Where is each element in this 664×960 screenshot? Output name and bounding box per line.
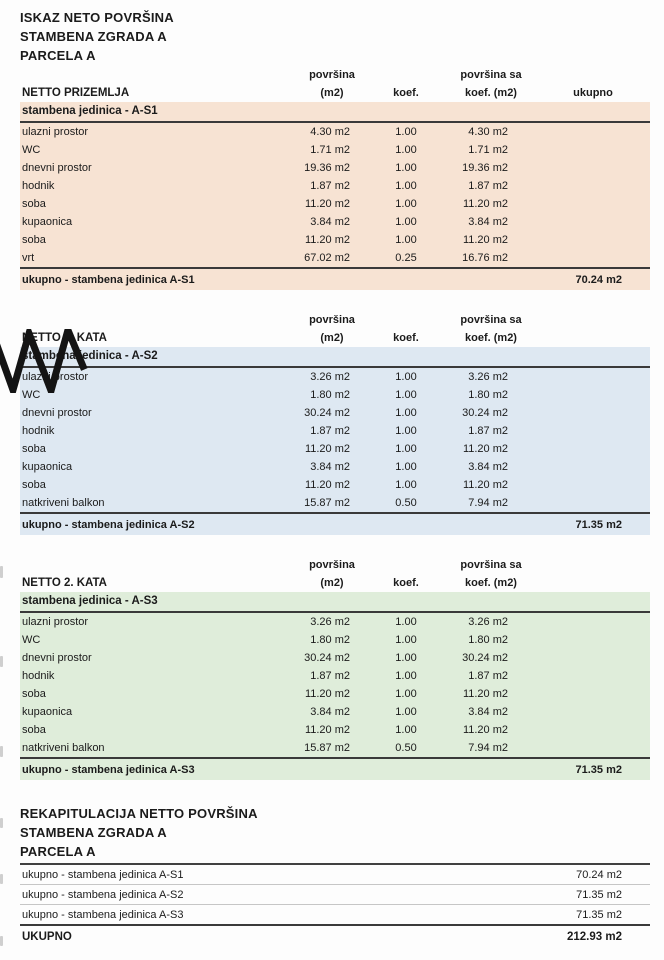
recap-row	[20, 885, 650, 905]
table-total-row	[20, 512, 650, 535]
koef-value: 1.00	[395, 234, 417, 246]
area-koef-value: 30.24 m2	[462, 407, 508, 419]
room-label: hodnik	[22, 425, 55, 437]
table-row	[20, 613, 650, 631]
col-header-area-line2: (m2)	[320, 87, 344, 99]
area-koef-value: 3.26 m2	[468, 616, 508, 628]
koef-value: 1.00	[395, 389, 417, 401]
scan-edge-artifact	[0, 656, 3, 667]
col-header-areakoef-line2: koef. (m2)	[465, 577, 517, 589]
area-koef-value: 11.20 m2	[462, 688, 508, 700]
room-label: soba	[22, 479, 46, 491]
area-value: 1.87 m2	[310, 425, 350, 437]
room-label: dnevni prostor	[22, 652, 92, 664]
area-value: 3.84 m2	[310, 706, 350, 718]
room-label: kupaonica	[22, 706, 73, 718]
col-header-areakoef-line1: površina sa	[460, 314, 522, 326]
area-koef-value: 3.26 m2	[468, 371, 508, 383]
area-koef-value: 19.36 m2	[462, 162, 508, 174]
table-row	[20, 123, 650, 141]
section-title: NETTO 1. KATA	[22, 332, 107, 344]
table-row	[20, 476, 650, 494]
area-koef-value: 1.71 m2	[468, 144, 508, 156]
room-label: vrt	[22, 252, 35, 264]
table-band	[20, 347, 650, 535]
area-koef-value: 1.87 m2	[468, 180, 508, 192]
recap-row-label: ukupno - stambena jedinica A-S1	[22, 868, 184, 881]
area-koef-value: 11.20 m2	[462, 443, 508, 455]
area-koef-value: 1.87 m2	[468, 670, 508, 682]
room-label: soba	[22, 688, 46, 700]
table-row	[20, 141, 650, 159]
area-koef-value: 1.87 m2	[468, 425, 508, 437]
total-label: ukupno - stambena jedinica A-S1	[22, 273, 195, 286]
table-row	[20, 368, 650, 386]
area-value: 3.84 m2	[310, 461, 350, 473]
koef-value: 1.00	[395, 461, 417, 473]
recap-title-block	[20, 804, 650, 861]
area-value: 30.24 m2	[304, 652, 350, 664]
total-label: ukupno - stambena jedinica A-S2	[22, 518, 195, 531]
area-value: 11.20 m2	[304, 234, 350, 246]
col-header-area-line1: površina	[309, 559, 355, 571]
area-value: 15.87 m2	[304, 497, 350, 509]
koef-value: 1.00	[395, 144, 417, 156]
col-header-area-line1: površina	[309, 69, 355, 81]
table-row	[20, 667, 650, 685]
recap-row-value: 71.35 m2	[576, 888, 622, 901]
col-header-areakoef-line2: koef. (m2)	[465, 332, 517, 344]
recap-title: REKAPITULACIJA NETTO POVRŠINA	[20, 806, 258, 821]
table-row	[20, 649, 650, 667]
koef-value: 1.00	[395, 479, 417, 491]
room-label: kupaonica	[22, 461, 73, 473]
recap-row-label: ukupno - stambena jedinica A-S3	[22, 908, 184, 921]
table-row	[20, 494, 650, 512]
total-value: 71.35 m2	[575, 763, 622, 776]
col-header-areakoef-line1: površina sa	[460, 69, 522, 81]
room-label: ulazni prostor	[22, 371, 89, 383]
area-value: 11.20 m2	[304, 688, 350, 700]
col-header-area-line2: (m2)	[320, 332, 344, 344]
koef-value: 1.00	[395, 180, 417, 192]
area-koef-value: 1.80 m2	[468, 389, 508, 401]
area-koef-value: 11.20 m2	[462, 724, 508, 736]
koef-value: 1.00	[395, 724, 417, 736]
table-row	[20, 386, 650, 404]
koef-value: 1.00	[395, 216, 417, 228]
scan-edge-artifact	[0, 818, 3, 828]
area-koef-value: 11.20 m2	[462, 234, 508, 246]
room-label: soba	[22, 198, 46, 210]
koef-value: 1.00	[395, 162, 417, 174]
area-koef-value: 16.76 m2	[462, 252, 508, 264]
table-row	[20, 422, 650, 440]
room-label: hodnik	[22, 180, 55, 192]
room-label: WC	[22, 389, 41, 401]
koef-value: 1.00	[395, 652, 417, 664]
document-title-block	[20, 8, 650, 65]
koef-value: 0.50	[395, 497, 417, 509]
area-value: 1.87 m2	[310, 670, 350, 682]
koef-value: 1.00	[395, 371, 417, 383]
koef-value: 1.00	[395, 706, 417, 718]
area-koef-value: 3.84 m2	[468, 216, 508, 228]
area-koef-value: 1.80 m2	[468, 634, 508, 646]
koef-value: 1.00	[395, 688, 417, 700]
unit-header: stambena jedinica - A-S3	[20, 592, 650, 613]
room-label: WC	[22, 144, 41, 156]
koef-value: 1.00	[395, 198, 417, 210]
room-label: hodnik	[22, 670, 55, 682]
table-total-row	[20, 267, 650, 290]
col-header-area-line1: površina	[309, 314, 355, 326]
section-title: NETTO PRIZEMLJA	[22, 87, 130, 99]
recap-total-label: UKUPNO	[22, 930, 72, 943]
area-value: 11.20 m2	[304, 443, 350, 455]
unit-header: stambena jedinica - A-S2	[20, 347, 650, 368]
koef-value: 0.50	[395, 742, 417, 754]
area-value: 1.87 m2	[310, 180, 350, 192]
table-row	[20, 159, 650, 177]
total-label: ukupno - stambena jedinica A-S3	[22, 763, 195, 776]
area-value: 19.36 m2	[304, 162, 350, 174]
room-label: soba	[22, 443, 46, 455]
recap-row-label: ukupno - stambena jedinica A-S2	[22, 888, 184, 901]
room-label: ulazni prostor	[22, 126, 89, 138]
unit-header: stambena jedinica - A-S1	[20, 102, 650, 123]
room-label: WC	[22, 634, 41, 646]
total-value: 70.24 m2	[575, 273, 622, 286]
total-value: 71.35 m2	[575, 518, 622, 531]
area-value: 67.02 m2	[304, 252, 350, 264]
table-row	[20, 404, 650, 422]
table-total-row	[20, 757, 650, 780]
room-label: natkriveni balkon	[22, 742, 105, 754]
koef-value: 1.00	[395, 616, 417, 628]
recap-subtitle-parcel: PARCELA A	[20, 844, 96, 859]
col-header-total: ukupno	[573, 87, 613, 99]
table-row	[20, 721, 650, 739]
col-header-koef: koef.	[393, 87, 419, 99]
scan-edge-artifact	[0, 874, 3, 884]
area-value: 15.87 m2	[304, 742, 350, 754]
table-row	[20, 213, 650, 231]
section-title: NETTO 2. KATA	[22, 577, 107, 589]
koef-value: 0.25	[395, 252, 417, 264]
area-value: 30.24 m2	[304, 407, 350, 419]
area-koef-value: 7.94 m2	[468, 497, 508, 509]
table-row	[20, 703, 650, 721]
table-netto-1-kata	[20, 311, 650, 535]
room-label: ulazni prostor	[22, 616, 89, 628]
table-row	[20, 177, 650, 195]
table-row	[20, 231, 650, 249]
area-value: 3.26 m2	[310, 371, 350, 383]
room-label: dnevni prostor	[22, 407, 92, 419]
area-value: 3.26 m2	[310, 616, 350, 628]
table-column-headers	[20, 311, 650, 347]
koef-value: 1.00	[395, 670, 417, 682]
table-rows	[20, 123, 650, 267]
area-koef-value: 11.20 m2	[462, 479, 508, 491]
koef-value: 1.00	[395, 407, 417, 419]
scan-edge-artifact	[0, 566, 3, 578]
recap-row	[20, 905, 650, 926]
table-netto-2-kata	[20, 556, 650, 780]
table-rows	[20, 368, 650, 512]
table-rows	[20, 613, 650, 757]
recap-subtitle-building: STAMBENA ZGRADA A	[20, 825, 167, 840]
scan-edge-artifact	[0, 746, 3, 757]
room-label: soba	[22, 724, 46, 736]
room-label: natkriveni balkon	[22, 497, 105, 509]
area-value: 11.20 m2	[304, 479, 350, 491]
area-koef-value: 3.84 m2	[468, 461, 508, 473]
table-row	[20, 440, 650, 458]
area-value: 1.71 m2	[310, 144, 350, 156]
room-label: dnevni prostor	[22, 162, 92, 174]
table-netto-prizemlja	[20, 66, 650, 290]
recap-total-row	[20, 926, 650, 947]
recap-section	[20, 804, 650, 947]
koef-value: 1.00	[395, 634, 417, 646]
area-value: 11.20 m2	[304, 198, 350, 210]
room-label: soba	[22, 234, 46, 246]
col-header-koef: koef.	[393, 332, 419, 344]
recap-row-value: 71.35 m2	[576, 908, 622, 921]
col-header-areakoef-line1: površina sa	[460, 559, 522, 571]
document-subtitle-parcel: PARCELA A	[20, 48, 96, 63]
table-band	[20, 102, 650, 290]
recap-total-value: 212.93 m2	[567, 930, 622, 943]
recap-rows	[20, 863, 650, 926]
area-value: 11.20 m2	[304, 724, 350, 736]
table-band	[20, 592, 650, 780]
area-koef-value: 3.84 m2	[468, 706, 508, 718]
document-subtitle-building: STAMBENA ZGRADA A	[20, 29, 167, 44]
area-value: 4.30 m2	[310, 126, 350, 138]
table-row	[20, 458, 650, 476]
koef-value: 1.00	[395, 425, 417, 437]
area-value: 3.84 m2	[310, 216, 350, 228]
area-koef-value: 30.24 m2	[462, 652, 508, 664]
area-koef-value: 7.94 m2	[468, 742, 508, 754]
table-row	[20, 195, 650, 213]
document-title: ISKAZ NETO POVRŠINA	[20, 10, 174, 25]
area-koef-value: 11.20 m2	[462, 198, 508, 210]
col-header-area-line2: (m2)	[320, 577, 344, 589]
col-header-areakoef-line2: koef. (m2)	[465, 87, 517, 99]
table-column-headers	[20, 66, 650, 102]
col-header-koef: koef.	[393, 577, 419, 589]
recap-row	[20, 865, 650, 885]
table-row	[20, 739, 650, 757]
scan-edge-artifact	[0, 936, 3, 946]
table-column-headers	[20, 556, 650, 592]
room-label: kupaonica	[22, 216, 73, 228]
table-row	[20, 249, 650, 267]
area-value: 1.80 m2	[310, 389, 350, 401]
table-row	[20, 685, 650, 703]
koef-value: 1.00	[395, 126, 417, 138]
table-row	[20, 631, 650, 649]
area-koef-value: 4.30 m2	[468, 126, 508, 138]
recap-row-value: 70.24 m2	[576, 868, 622, 881]
area-value: 1.80 m2	[310, 634, 350, 646]
koef-value: 1.00	[395, 443, 417, 455]
